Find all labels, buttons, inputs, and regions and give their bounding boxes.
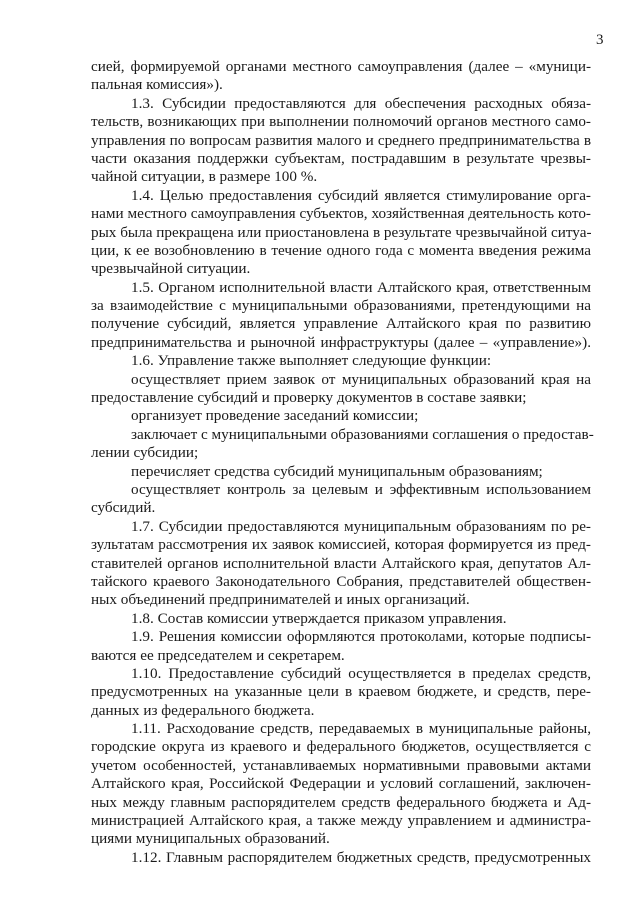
- text-line: 1.8. Состав комиссии утверждается приказом управления.: [131, 609, 507, 627]
- text-line: предоставление субсидий и проверку документов в составе заявки;: [91, 389, 527, 407]
- text-line: 1.6. Управление также выполняет следующие функции:: [131, 352, 492, 370]
- text-line: 1.7. Субсидии предоставляются муниципальным образованиям по ре-: [131, 517, 591, 535]
- text-line: организует проведение заседаний комиссии;: [131, 407, 419, 425]
- text-line: ных между главным распорядителем средств федерального бюджета и Ад-: [91, 793, 591, 811]
- text-line: осуществляет прием заявок от муниципальных образований края на: [131, 370, 591, 388]
- text-line: чрезвычайной ситуации.: [91, 260, 251, 278]
- text-line: осуществляет контроль за целевым и эффективным использованием: [131, 480, 591, 498]
- text-line: ных объединений предпринимателей и иных организаций.: [91, 591, 470, 609]
- document-body: [91, 58, 594, 867]
- text-line: чайной ситуации, в размере 100 %.: [91, 168, 318, 186]
- text-line: сией, формируемой органами местного самоуправления (далее – «муници-: [91, 58, 591, 75]
- text-line: учетом особенностей, устанавливаемых нормативными правовыми актами: [91, 756, 591, 774]
- text-line: 1.4. Целью предоставления субсидий является стимулирование орга-: [131, 186, 591, 204]
- text-line: управления по вопросам развития малого и среднего предпринимательства в: [91, 131, 591, 149]
- text-line: городские округа из краевого и федерального бюджетов, осуществляется с: [91, 738, 591, 756]
- text-line: 1.10. Предоставление субсидий осуществляется в пределах средств,: [131, 664, 591, 682]
- text-line: пальная комиссия»).: [91, 76, 223, 94]
- text-line: субсидий.: [91, 499, 156, 517]
- text-line: 1.11. Расходование средств, передаваемых в муниципальные районы,: [131, 720, 591, 738]
- page-number: 3: [596, 32, 604, 48]
- text-line: циями муниципальных образований.: [91, 830, 330, 848]
- text-line: 1.12. Главным распорядителем бюджетных средств, предусмотренных: [131, 848, 591, 866]
- text-line: рых была прекращена или приостановлена в результате чрезвычайной ситуа-: [91, 223, 592, 241]
- text-line: ваются ее председателем и секретарем.: [91, 646, 345, 664]
- text-line: тельств, возникающих при выполнении полномочий органов местного само-: [91, 113, 591, 131]
- text-line: заключает с муниципальными образованиями соглашения о предостав-: [131, 425, 594, 443]
- text-line: предпринимательства и рыночной инфраструктуры (далее – «управление»).: [91, 333, 591, 351]
- text-line: перечисляет средства субсидий муниципальным образованиям;: [131, 462, 543, 480]
- text-line: ставителей органов исполнительной власти Алтайского края, депутатов Ал-: [91, 554, 591, 572]
- text-line: 1.9. Решения комиссии оформляются протоколами, которые подписы-: [131, 628, 591, 646]
- text-line: тайского краевого Законодательного Собрания, представителей обществен-: [91, 572, 591, 590]
- text-line: предусмотренных на указанные цели в краевом бюджете, и средств, пере-: [91, 683, 591, 701]
- text-line: за взаимодействие с муниципальными образованиями, претендующими на: [91, 297, 591, 315]
- text-line: 1.5. Органом исполнительной власти Алтайского края, ответственным: [131, 278, 591, 296]
- text-line: зультатам рассмотрения их заявок комиссией, которая формируется из пред-: [91, 536, 591, 554]
- text-line: министрацией Алтайского края, а также между управлением и администра-: [91, 812, 591, 830]
- text-line: получение субсидий, является управление Алтайского края по развитию: [91, 315, 591, 333]
- text-line: части оказания поддержки субъектам, пострадавшим в результате чрезвы-: [91, 149, 591, 167]
- text-line: ции, к ее возобновлению в течение одного года с момента введения режима: [91, 241, 591, 259]
- text-line: Алтайского края, Российской Федерации и условий соглашений, заключен-: [91, 775, 591, 793]
- text-line: 1.3. Субсидии предоставляются для обеспечения расходных обяза-: [131, 94, 591, 112]
- text-line: данных из федерального бюджета.: [91, 701, 315, 719]
- text-line: лении субсидии;: [91, 444, 199, 462]
- text-line: нами местного самоуправления субъектов, хозяйственная деятельность кото-: [91, 205, 591, 223]
